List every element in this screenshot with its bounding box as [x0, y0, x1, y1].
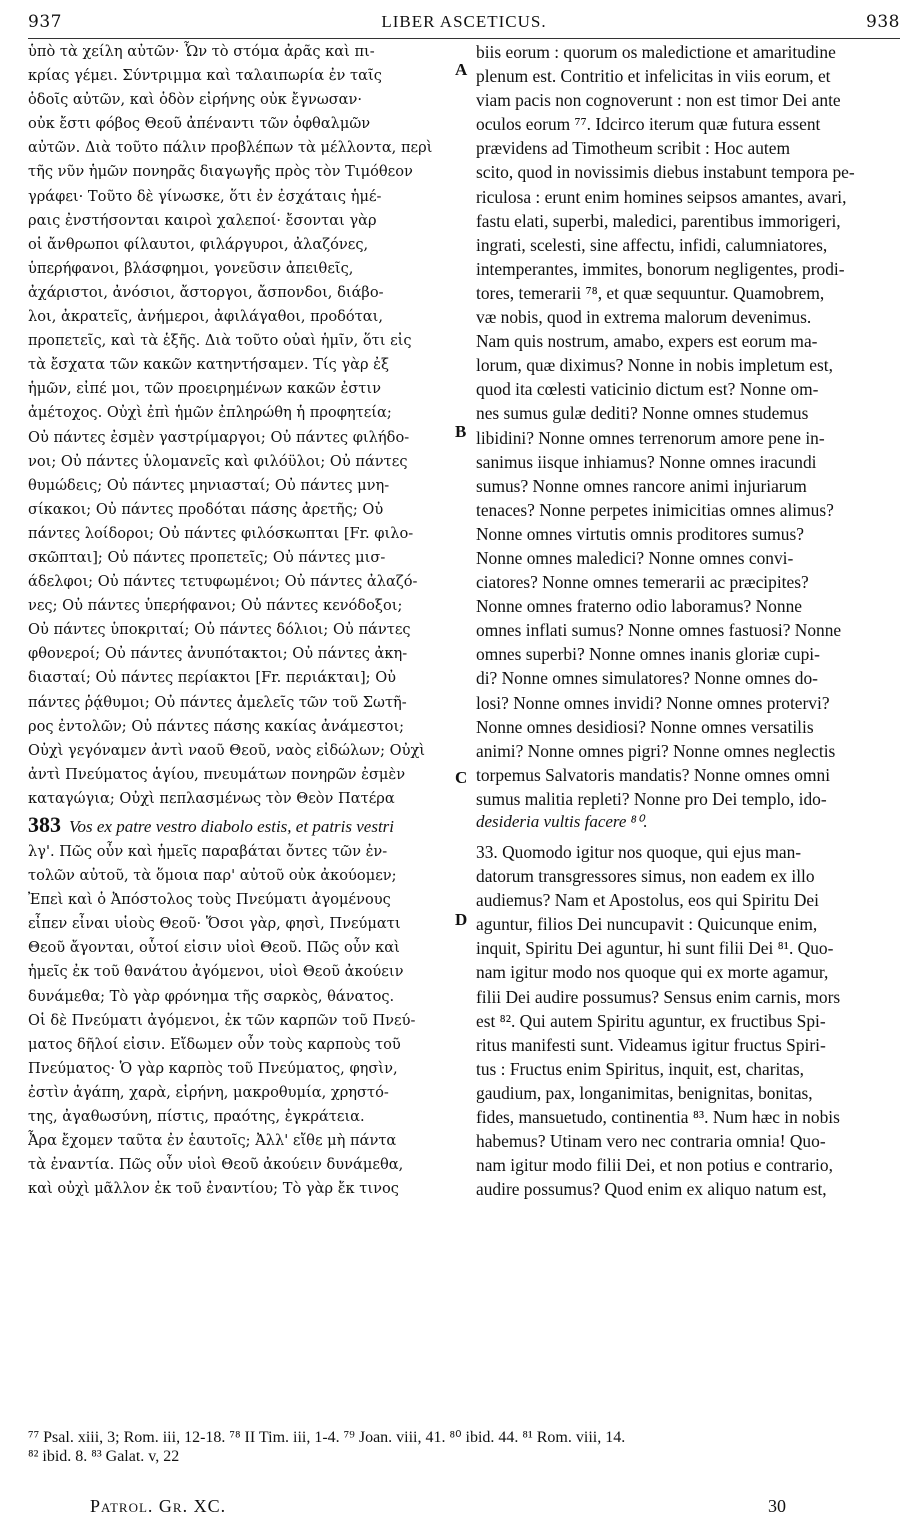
greek-text-line: ἐστὶν ἀγάπη, χαρὰ, εἰρήνη, μακροθυμία, χρηστό-	[28, 1083, 389, 1101]
greek-text-line: Οὐ πάντες ὑποκριταί; Οὐ πάντες δόλιοι; Οὐ πάντες	[28, 621, 411, 639]
greek-text-line: πάντες ῥᾴθυμοι; Οὐ πάντες ἀμελεῖς τῶν τοῦ Σωτῆ-	[28, 693, 407, 711]
greek-text-line: ἡμῶν, εἰπέ μοι, τῶν προειρημένων κακῶν ἐστιν	[28, 380, 381, 398]
greek-text-line: τὰ ἔσχατα τῶν κακῶν κατηντήσαμεν. Τίς γὰρ ἐξ	[28, 356, 390, 374]
greek-text-line: ἀντὶ Πνεύματος ἁγίου, πνευμάτων πονηρῶν ἐσμὲν	[28, 765, 406, 783]
latin-text-line: fastu elati, superbi, maledici, parentibus immorigeri,	[476, 210, 841, 231]
latin-text-line: scito, quod in novissimis diebus instabunt tempora pe-	[476, 162, 855, 183]
latin-text-line: plenum est. Contritio et infelicitas in viis eorum, et	[476, 66, 831, 87]
greek-text-line: σκῶπται]; Οὐ πάντες προπετεῖς; Οὐ πάντες μισ-	[28, 548, 386, 566]
latin-text-line: sumus? Nonne omnes rancore animi injuriarum	[476, 475, 807, 496]
greek-text-line: ὑπερήφανοι, βλάσφημοι, γονεῦσιν ἀπειθεῖς,	[28, 259, 354, 277]
latin-text-line: ingrati, scelesti, sine affectu, infidi, calumniatores,	[476, 234, 828, 255]
page-number-right: 938	[866, 12, 900, 32]
greek-column-top	[28, 40, 460, 812]
latin-text-line: inquit, Spiritu Dei aguntur, hi sunt filii Dei ⁸¹. Quo-	[476, 938, 834, 959]
greek-text-line: Οἱ δὲ Πνεύματι ἀγόμενοι, ἐκ τῶν καρπῶν τοῦ Πνεύ-	[28, 1011, 416, 1029]
greek-text-line: άδελφοι; Οὐ πάντες τετυφωμένοι; Οὐ πάντες ἀλαζό-	[28, 573, 418, 591]
latin-text-line: Nonne omnes virtutis omnis proditores sumus?	[476, 523, 804, 544]
footer-sheet-number: 30	[768, 1496, 786, 1516]
margin-marker-c: C	[455, 768, 468, 787]
running-title: LIBER ASCETICUS.	[381, 12, 547, 31]
greek-text-line: τὰ ἐναντία. Πῶς οὖν υἱοὶ Θεοῦ ἀκούειν δυνάμεθα,	[28, 1156, 404, 1174]
greek-text-line: τῆς νῦν ἡμῶν πονηρᾶς διαγωγῆς πρὸς τὸν Τιμόθεον	[28, 163, 413, 181]
latin-text-line: tus : Fructus enim Spiritus, inquit, est, charitas,	[476, 1058, 804, 1079]
latin-text-line: est ⁸². Qui autem Spiritu aguntur, ex fructibus Spi-	[476, 1010, 826, 1031]
latin-text-line: oculos eorum ⁷⁷. Idcirco iterum quæ futura essent	[476, 114, 821, 135]
line383-right: desideria vultis facere ⁸⁰.	[476, 812, 648, 831]
greek-text-line: διασταί; Οὐ πάντες περίακτοι [Fr. περιάκται]; Οὐ	[28, 669, 397, 687]
greek-text-line: ἀχάριστοι, ἀνόσιοι, ἄστοργοι, ἄσπονδοι, διάβο-	[28, 283, 384, 301]
footnotes	[28, 1428, 908, 1466]
greek-text-line: καταγώγια; Οὐχὶ πεπλασμένως τὸν Θεὸν Πατέρα	[28, 789, 395, 807]
greek-text-line: οὐκ ἔστι φόβος Θεοῦ ἀπέναντι τῶν ὀφθαλμῶν	[28, 115, 371, 133]
latin-text-line: ciatores? Nonne omnes temerarii ac præcipites?	[476, 572, 809, 593]
greek-text-line: τολῶν αὐτοῦ, τὰ ὅμοια παρ' αὐτοῦ οὐκ ἀκούομεν;	[28, 867, 397, 885]
latin-text-line: Nonne omnes desidiosi? Nonne omnes versatilis	[476, 716, 814, 737]
margin-marker-a: A	[455, 60, 468, 79]
greek-text-line: ματος δῆλοί εἰσιν. Εἴδωμεν οὖν τοὺς καρποὺς τοῦ	[28, 1035, 401, 1053]
column-number-line	[28, 812, 898, 838]
latin-text-line: biis eorum : quorum os maledictione et amaritudine	[476, 42, 836, 62]
greek-text-line: λοι, ἀκρατεῖς, ἀνήμεροι, ἀφιλάγαθοι, προδόται,	[28, 308, 384, 326]
latin-text-line: quod ita cœlesti vaticinio dictum est? Nonne om-	[476, 379, 819, 400]
margin-marker-b: B	[455, 422, 467, 441]
greek-text-line: της, ἀγαθωσύνη, πίστις, πραότης, ἐγκράτεια.	[28, 1108, 365, 1126]
greek-text-line: ρος ἐντολῶν; Οὐ πάντες πάσης κακίας ἀνάμεστοι;	[28, 717, 405, 735]
latin-text-line: audiemus? Nam et Apostolus, eos qui Spiritu Dei	[476, 890, 819, 911]
greek-text-line: ὑπὸ τὰ χείλη αὐτῶν· Ὧν τὸ στόμα ἀρᾶς καὶ πι-	[28, 43, 375, 60]
latin-text-line: riculosa : erunt enim homines seipsos amantes, avari,	[476, 186, 847, 207]
greek-text-line: ἀμέτοχος. Οὐχὶ ἐπὶ ἡμῶν ἐπληρώθη ἡ προφητεία;	[28, 404, 392, 422]
latin-text-line: libidini? Nonne omnes terrenorum amore pene in-	[476, 427, 825, 448]
latin-text-line: sumus malitia repleti? Nonne pro Dei templo, ido-	[476, 788, 827, 809]
latin-text-line: omnes inflati sumus? Nonne omnes fastuosi? Nonne	[476, 620, 842, 641]
greek-text-line: αὐτῶν. Διὰ τοῦτο πάλιν προβλέπων τὰ μέλλοντα, περὶ	[28, 139, 433, 157]
latin-text-line: audire possumus? Quod enim ex aliquo natum est,	[476, 1179, 827, 1200]
latin-text-line: fides, mansuetudo, continentia ⁸³. Num hæc in nobis	[476, 1107, 840, 1128]
latin-text-line: Nam quis nostrum, amabo, expers est eorum ma-	[476, 331, 818, 352]
latin-text-line: tenaces? Nonne perpetes inimicitias omnes alimus?	[476, 499, 834, 520]
latin-text-line: datorum transgressores simus, non eadem ex illo	[476, 866, 815, 887]
greek-text-line: θυμώδεις; Οὐ πάντες μηνιασταί; Οὐ πάντες μνη-	[28, 476, 390, 494]
greek-text-line: νοι; Οὐ πάντες ὑλομανεῖς καὶ φιλόϋλοι; Οὐ πάντες	[28, 452, 408, 470]
greek-text-line: οἱ ἄνθρωποι φίλαυτοι, φιλάργυροι, ἀλαζόνες,	[28, 235, 369, 253]
margin-marker-d: D	[455, 910, 468, 929]
latin-text-line: Nonne omnes fraterno odio laboramus? Nonne	[476, 596, 802, 617]
footer-patrologia: Patrol. Gr. XC.	[90, 1496, 227, 1516]
greek-text-line: εἶπεν εἶναι υἱοὺς Θεοῦ· Ὅσοι γὰρ, φησὶ, Πνεύματι	[28, 915, 401, 933]
greek-text-line: καὶ οὐχὶ μᾶλλον ἐκ τοῦ ἐναντίου; Τὸ γὰρ ἔκ τινος	[28, 1180, 399, 1198]
greek-text-line: Οὐ πάντες ἐσμὲν γαστρίμαργοι; Οὐ πάντες φιλήδο-	[28, 428, 410, 446]
latin-text-line: aguntur, filios Dei nuncupavit : Quicunque enim,	[476, 914, 818, 935]
latin-text-line: habemus? Utinam vero nec contraria omnia! Quo-	[476, 1131, 826, 1152]
greek-text-line: φθονεροί; Οὐ πάντες ἀνυπότακτοι; Οὐ πάντες ἀκη-	[28, 645, 408, 663]
header-rule	[28, 38, 900, 39]
latin-text-line: lorum, quæ diximus? Nonne in nobis impletum est,	[476, 355, 833, 376]
latin-text-line: omnes superbi? Nonne omnes inanis gloriæ cupi-	[476, 644, 820, 665]
greek-text-line: σίκακοι; Οὐ πάντες προδόται πάσης ἀρετῆς; Οὐ	[28, 500, 384, 518]
latin-text-line: filii Dei audire possumus? Sensus enim carnis, mors	[476, 986, 841, 1007]
greek-text-line: γράφει· Τοῦτο δὲ γίνωσκε, ὅτι ἐν ἐσχάταις ἡμέ-	[28, 187, 382, 205]
latin-column-bottom	[476, 840, 896, 1420]
latin-text-line: tores, temerarii ⁷⁸, et quæ sequuntur. Quamobrem,	[476, 282, 825, 303]
latin-text-line: intemperantes, immites, bonorum negligentes, prodi-	[476, 258, 845, 279]
greek-text-line: Ἐπεὶ καὶ ὁ Ἀπόστολος τοὺς Πνεύματι ἀγομένους	[28, 891, 391, 909]
greek-text-line: ραις ἐνστήσονται καιροὶ χαλεποί· ἔσονται γὰρ	[28, 211, 377, 229]
latin-text-line: torpemus Salvatoris mandatis? Nonne omnes omni	[476, 764, 831, 785]
greek-text-line: Οὐχὶ γεγόναμεν ἀντὶ ναοῦ Θεοῦ, ναὸς εἰδώλων; Οὐχὶ	[28, 741, 426, 759]
page-footer	[28, 1496, 900, 1520]
greek-text-line: Πνεύματος· Ὁ γὰρ καρπὸς τοῦ Πνεύματος, φησὶν,	[28, 1059, 398, 1077]
latin-text-line: nam igitur modo nos quoque qui ex morte agamur,	[476, 962, 829, 983]
latin-text-line: losi? Nonne omnes invidi? Nonne omnes protervi?	[476, 692, 830, 713]
latin-text-line: ritus manifesti sunt. Videamus igitur fructus Spiri-	[476, 1034, 826, 1055]
footnote-line: ⁷⁷ Psal. xiii, 3; Rom. iii, 12-18. ⁷⁸ II Tim. iii, 1-4. ⁷⁹ Joan. viii, 41. ⁸⁰ ibid. 44. ⁸¹ Rom. viii, 14.	[28, 1429, 626, 1446]
latin-text-line: 33. Quomodo igitur nos quoque, qui ejus man-	[476, 842, 802, 862]
column-number: 383	[28, 812, 61, 837]
latin-text-line: nes sumus gulæ dediti? Nonne omnes studemus	[476, 403, 809, 424]
line383-left: Vos ex patre vestro diabolo estis, et patris vestri	[69, 817, 395, 836]
greek-text-line: νες; Οὐ πάντες ὑπερήφανοι; Οὐ πάντες κενόδοξοι;	[28, 597, 403, 615]
greek-text-line: Θεοῦ ἄγονται, οὗτοί εἰσιν υἱοὶ Θεοῦ. Πῶς οὖν καὶ	[28, 939, 400, 957]
greek-text-line: ἡμεῖς ἐκ τοῦ θανάτου ἀγόμενοι, υἱοὶ Θεοῦ ἀκούειν	[28, 963, 404, 981]
latin-text-line: prævidens ad Timotheum scribit : Hoc autem	[476, 138, 790, 159]
greek-text-line: προπετεῖς, καὶ τὰ ἑξῆς. Διὰ τοῦτο οὐαὶ ἡμῖν, ὅτι εἰς	[28, 332, 412, 350]
latin-text-line: væ nobis, quod in extrema malorum devenimus.	[476, 307, 812, 328]
greek-text-line: ὁδοῖς αὐτῶν, καὶ ὁδὸν εἰρήνης οὐκ ἔγνωσαν·	[28, 91, 363, 109]
greek-text-line: δυνάμεθα; Τὸ γὰρ φρόνημα τῆς σαρκὸς, θάνατος.	[28, 987, 395, 1005]
latin-text-line: di? Nonne omnes simulatores? Nonne omnes do-	[476, 668, 818, 689]
greek-column-bottom	[28, 840, 460, 1420]
latin-text-line: sanimus iisque inhiamus? Nonne omnes iracundi	[476, 451, 817, 472]
footnote-line: ⁸² ibid. 8. ⁸³ Galat. v, 22	[28, 1448, 180, 1465]
page-number-left: 937	[28, 12, 62, 32]
latin-text-line: animi? Nonne omnes pigri? Nonne omnes neglectis	[476, 740, 836, 761]
latin-text-line: nam igitur modo filii Dei, et non potius e contrario,	[476, 1155, 833, 1176]
greek-text-line: πάντες λοίδοροι; Οὐ πάντες φιλόσκωπται [Fr. φιλο-	[28, 524, 414, 542]
greek-text-line: Ἆρα ἔχομεν ταῦτα ἐν ἑαυτοῖς; Ἀλλ' εἴθε μὴ πάντα	[28, 1132, 397, 1150]
latin-column-top	[476, 40, 896, 812]
greek-text-line: λγ'. Πῶς οὖν καὶ ἡμεῖς παραβάται ὄντες τῶν ἐν-	[28, 843, 388, 860]
latin-text-line: Nonne omnes maledici? Nonne omnes convi-	[476, 547, 794, 568]
latin-text-line: gaudium, pax, longanimitas, benignitas, bonitas,	[476, 1082, 813, 1103]
latin-text-line: viam pacis non cognoverunt : non est timor Dei ante	[476, 90, 841, 111]
greek-text-line: κρίας γέμει. Σύντριμμα καὶ ταλαιπωρία ἐν ταῖς	[28, 67, 382, 85]
